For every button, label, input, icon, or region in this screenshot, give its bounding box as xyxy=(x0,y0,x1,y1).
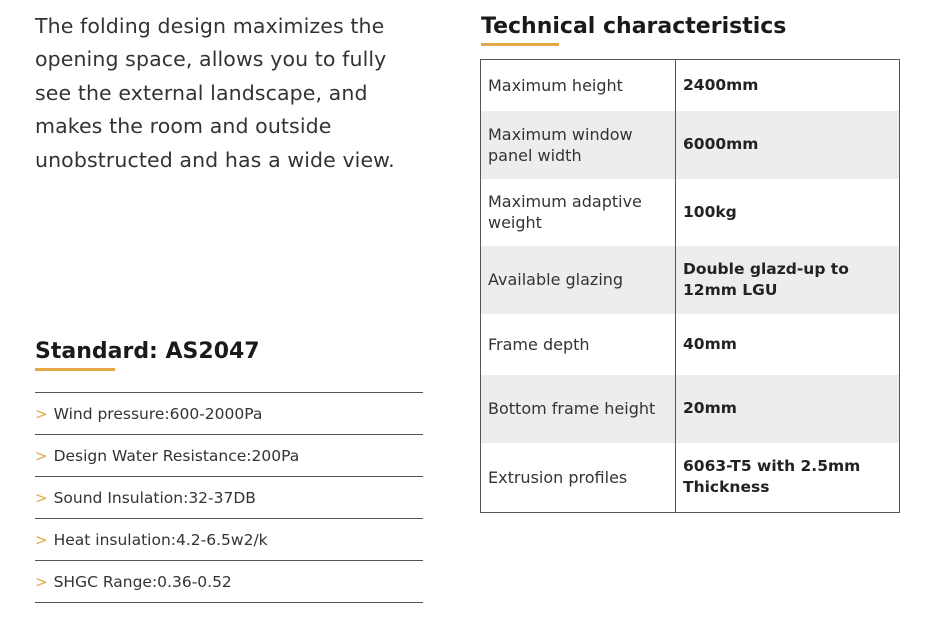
table-row xyxy=(481,375,900,443)
spec-label: Maximum adaptive weight xyxy=(481,179,676,246)
spec-value: Double glazd-up to 12mm LGU xyxy=(683,259,849,299)
table-row xyxy=(481,443,900,513)
standard-heading-underline xyxy=(35,368,115,371)
chevron-right-icon: > xyxy=(35,488,48,507)
standard-spec-text: Design Water Resistance:200Pa xyxy=(53,446,300,465)
standard-spec-text: Wind pressure:600-2000Pa xyxy=(53,404,263,423)
spec-value: 40mm xyxy=(683,334,737,353)
table-row xyxy=(481,246,900,314)
standard-heading: Standard: AS2047 xyxy=(35,339,260,364)
standard-spec-item xyxy=(35,476,423,518)
spec-value: 6063-T5 with 2.5mm Thickness xyxy=(683,457,861,497)
spec-label: Frame depth xyxy=(481,314,676,375)
chevron-right-icon: > xyxy=(35,530,48,549)
standard-spec-text: SHGC Range:0.36-0.52 xyxy=(53,572,232,591)
spec-value: 6000mm xyxy=(683,135,759,153)
table-row xyxy=(481,314,900,375)
technical-heading: Technical characteristics xyxy=(481,14,787,39)
spec-label: Extrusion profiles xyxy=(481,443,676,513)
standard-spec-text: Heat insulation:4.2-6.5w2/k xyxy=(53,530,268,549)
spec-label: Maximum window panel width xyxy=(481,111,676,179)
table-row xyxy=(481,111,900,179)
standard-spec-item xyxy=(35,392,423,434)
standard-spec-item xyxy=(35,518,423,560)
spec-value: 20mm xyxy=(683,399,737,417)
standard-spec-text: Sound Insulation:32-37DB xyxy=(53,488,256,507)
intro-paragraph: The folding design maximizes the opening space, allows you to fully see the external landscape, and makes the room and outside unobstructed and has a wide view. xyxy=(35,14,395,172)
standard-spec-item xyxy=(35,434,423,476)
chevron-right-icon: > xyxy=(35,446,48,465)
standard-spec-item xyxy=(35,560,423,603)
technical-table xyxy=(480,59,900,513)
table-row xyxy=(481,179,900,246)
spec-value: 2400mm xyxy=(683,75,759,94)
spec-label: Maximum height xyxy=(481,60,676,111)
spec-label: Available glazing xyxy=(481,246,676,314)
spec-label: Bottom frame height xyxy=(481,375,676,443)
chevron-right-icon: > xyxy=(35,404,48,423)
technical-heading-underline xyxy=(481,43,559,46)
table-row xyxy=(481,60,900,111)
spec-value: 100kg xyxy=(683,202,737,221)
chevron-right-icon: > xyxy=(35,572,48,591)
standard-spec-list xyxy=(35,392,423,603)
